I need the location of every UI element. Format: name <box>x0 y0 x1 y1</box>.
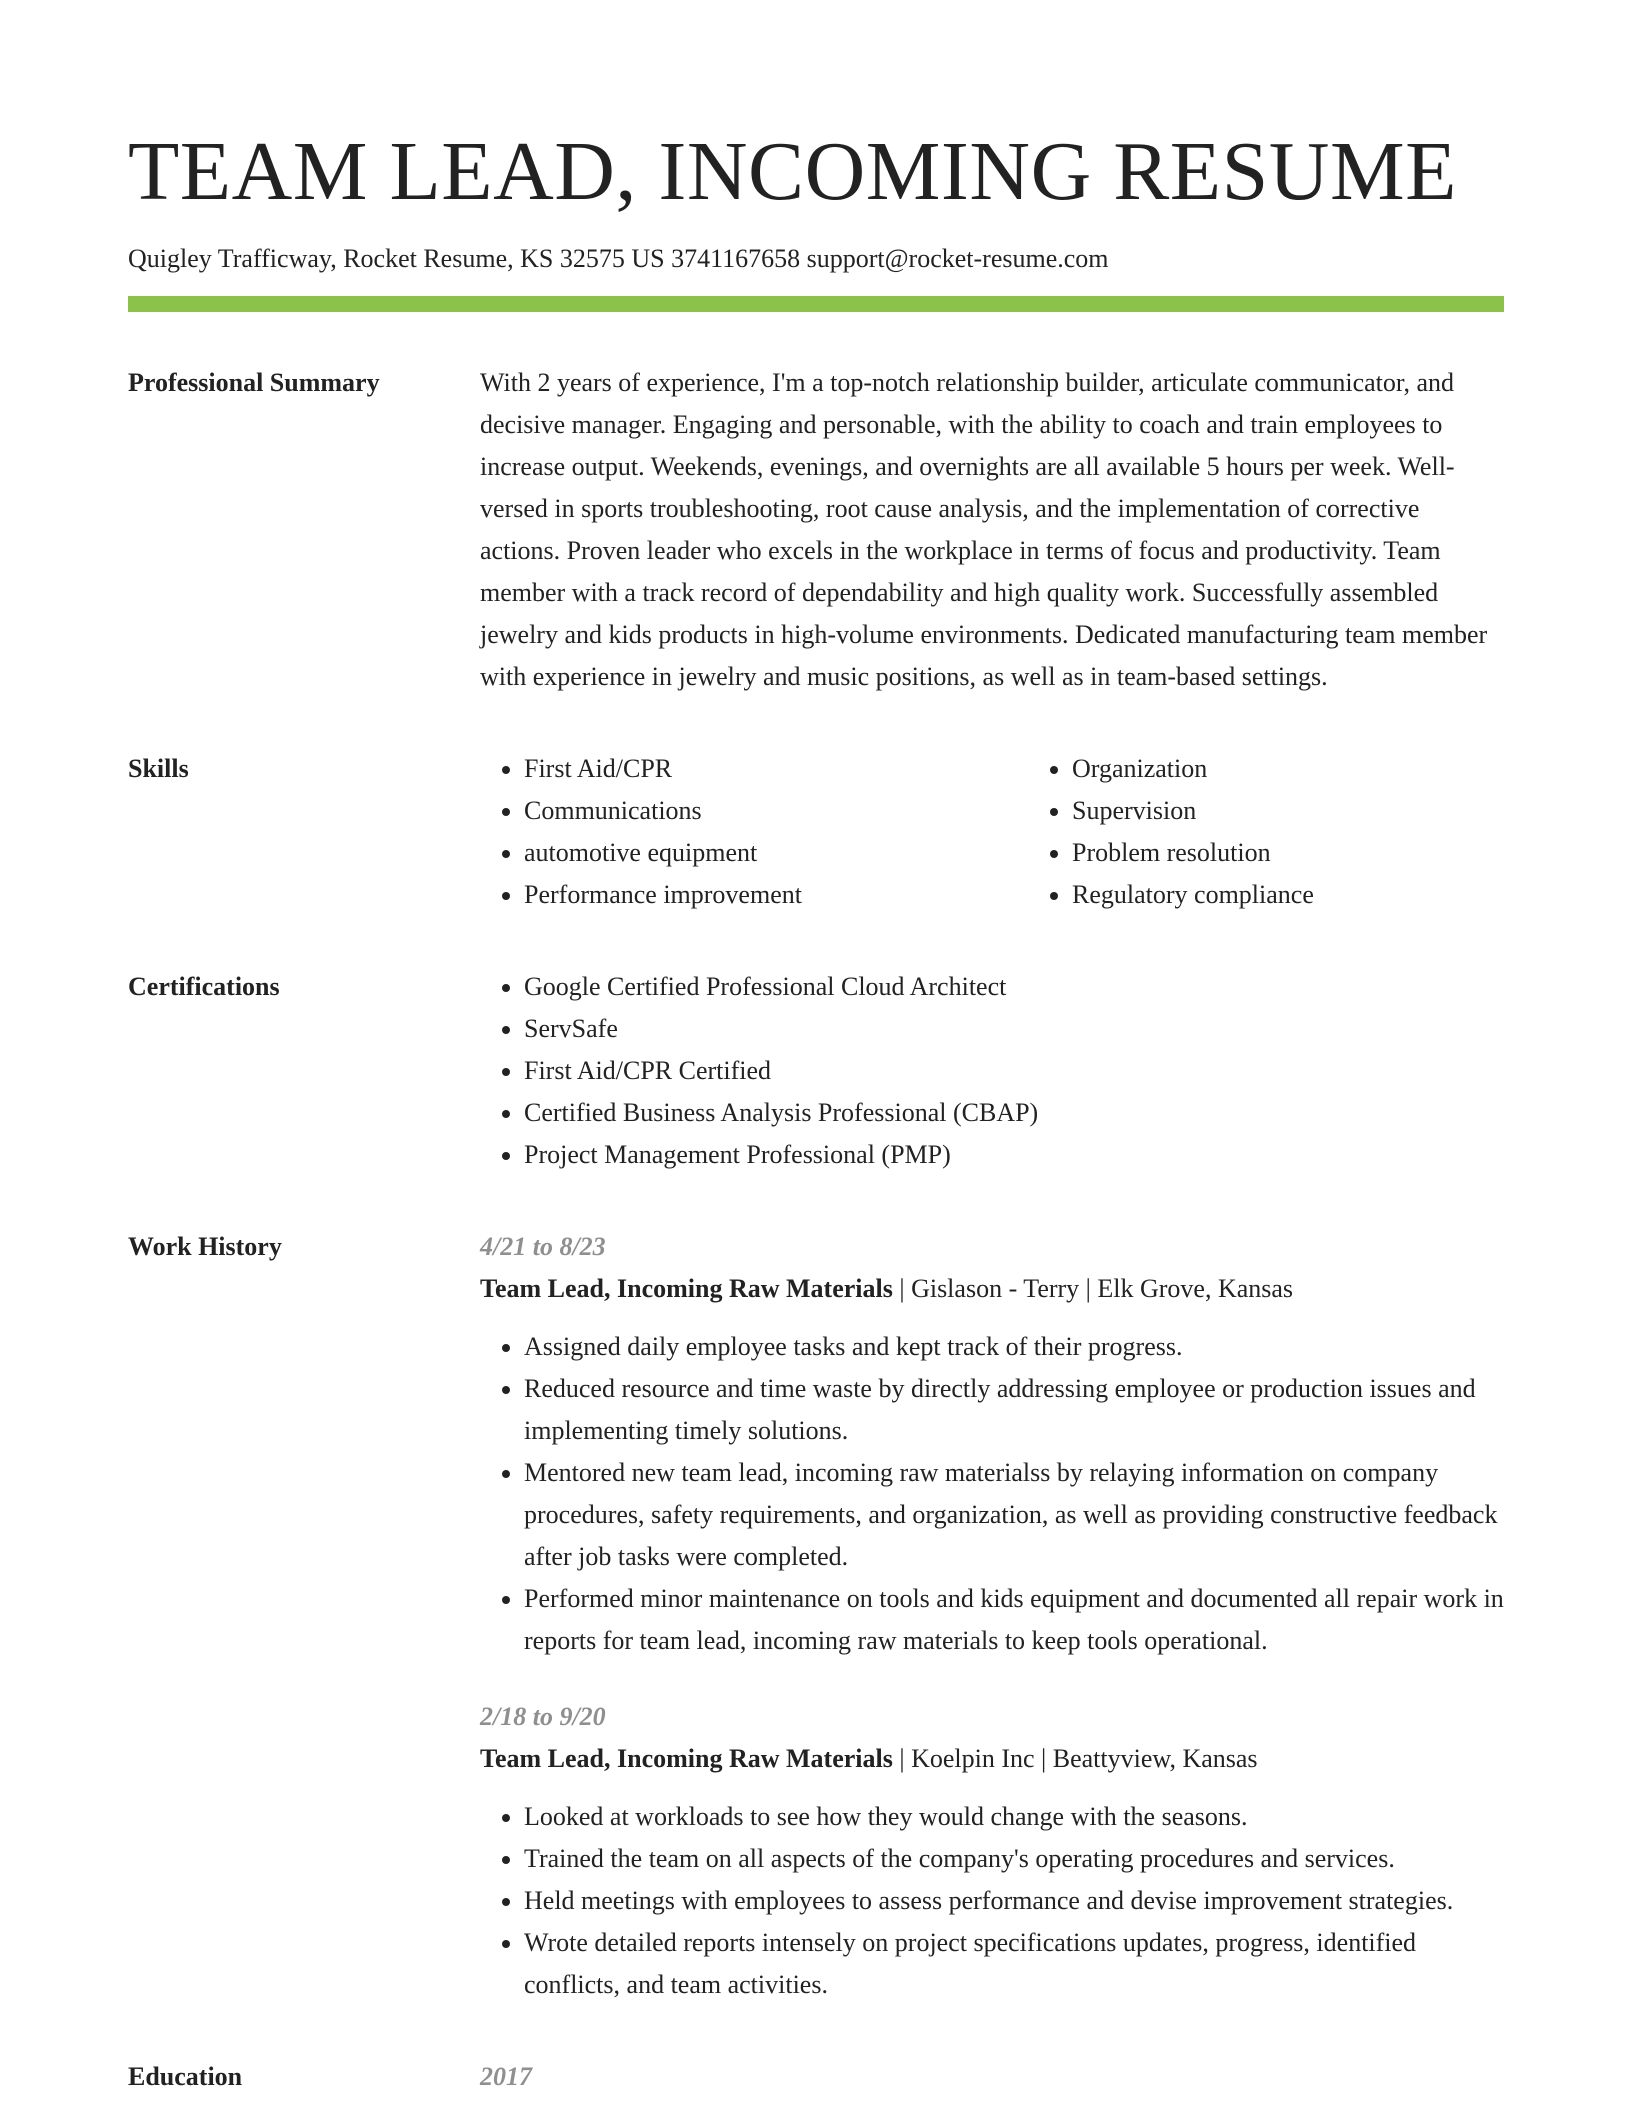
job-bullet: • Performed minor maintenance on tools and kids equipment and documented all repair work in reports for team lead, incoming raw materials to keep tools operational. <box>524 1578 1504 1662</box>
contact-line: Quigley Trafficway, Rocket Resume, KS 32575 US 3741167658 support@rocket-resume.com <box>128 244 1109 273</box>
certification-item: • First Aid/CPR Certified <box>524 1050 1504 1092</box>
education-section <box>128 2056 1504 2098</box>
certification-item: • Certified Business Analysis Professional (CBAP) <box>524 1092 1504 1134</box>
skill-item: • Supervision <box>1072 790 1576 832</box>
job-bullet: • Wrote detailed reports intensely on project specifications updates, progress, identified conflicts, and team activities. <box>524 1922 1504 2006</box>
skills-list-right <box>1028 748 1576 916</box>
section-label-skills: Skills <box>128 754 189 783</box>
job-bullet: • Assigned daily employee tasks and kept track of their progress. <box>524 1326 1504 1368</box>
job-bullet: • Looked at workloads to see how they would change with the seasons. <box>524 1796 1504 1838</box>
skill-item: • Performance improvement <box>524 874 1028 916</box>
skill-item: • Communications <box>524 790 1028 832</box>
skill-item: • Organization <box>1072 748 1576 790</box>
job-bullet: • Trained the team on all aspects of the company's operating procedures and services. <box>524 1838 1504 1880</box>
header-divider <box>128 296 1504 312</box>
certification-item: • Project Management Professional (PMP) <box>524 1134 1504 1176</box>
certification-item: • ServSafe <box>524 1008 1504 1050</box>
skill-item: • First Aid/CPR <box>524 748 1028 790</box>
job-heading <box>480 1738 1504 1780</box>
job-entry <box>480 1696 1504 2006</box>
job-bullets <box>480 1796 1504 2006</box>
job-details: | Gislason - Terry | Elk Grove, Kansas <box>892 1274 1294 1303</box>
skill-item: • automotive equipment <box>524 832 1028 874</box>
job-dates: 2/18 to 9/20 <box>480 1702 606 1731</box>
section-label-summary: Professional Summary <box>128 368 380 397</box>
certifications-section <box>128 966 1504 1176</box>
education-dates: 2017 <box>480 2062 532 2091</box>
certification-item: • Google Certified Professional Cloud Architect <box>524 966 1504 1008</box>
job-heading <box>480 1268 1504 1310</box>
job-bullet: • Held meetings with employees to assess performance and devise improvement strategies. <box>524 1880 1504 1922</box>
job-details: | Koelpin Inc | Beattyview, Kansas <box>892 1744 1258 1773</box>
job-bullet: • Mentored new team lead, incoming raw materialss by relaying information on company procedures, safety requirements, and organization, as well as providing constructive feedback after job tasks were completed. <box>524 1452 1504 1578</box>
section-label-work-history: Work History <box>128 1232 282 1261</box>
skill-item: • Regulatory compliance <box>1072 874 1576 916</box>
summary-section <box>128 362 1504 698</box>
job-title: Team Lead, Incoming Raw Materials <box>480 1274 893 1303</box>
job-dates: 4/21 to 8/23 <box>480 1232 606 1261</box>
resume-title: TEAM LEAD, INCOMING RESUME <box>128 125 1457 218</box>
job-title: Team Lead, Incoming Raw Materials <box>480 1744 893 1773</box>
job-bullet: • Reduced resource and time waste by directly addressing employee or production issues and implementing timely solutions. <box>524 1368 1504 1452</box>
summary-text: With 2 years of experience, I'm a top-notch relationship builder, articulate communicator, and decisive manager. Engaging and personable, with the ability to coach and train employees to increase output. Weekends, evenings, and overnights are all available 5 hours per week. Well-versed in sports troubleshooting, root cause analysis, and the implementation of corrective actions. Proven leader who excels in the workplace in terms of focus and productivity. Team member with a track record of dependability and high quality work. Successfully assembled jewelry and kids products in high-volume environments. Dedicated manufacturing team member with experience in jewelry and music positions, as well as in team-based settings. <box>480 368 1488 691</box>
resume-page <box>128 0 1504 2098</box>
skills-section <box>128 748 1504 916</box>
certifications-list <box>480 966 1504 1176</box>
job-entry <box>480 1226 1504 1662</box>
section-label-certifications: Certifications <box>128 972 280 1001</box>
section-label-education: Education <box>128 2062 243 2091</box>
skill-item: • Problem resolution <box>1072 832 1576 874</box>
work-history-section <box>128 1226 1504 2006</box>
skills-list-left <box>480 748 1028 916</box>
job-bullets <box>480 1326 1504 1662</box>
